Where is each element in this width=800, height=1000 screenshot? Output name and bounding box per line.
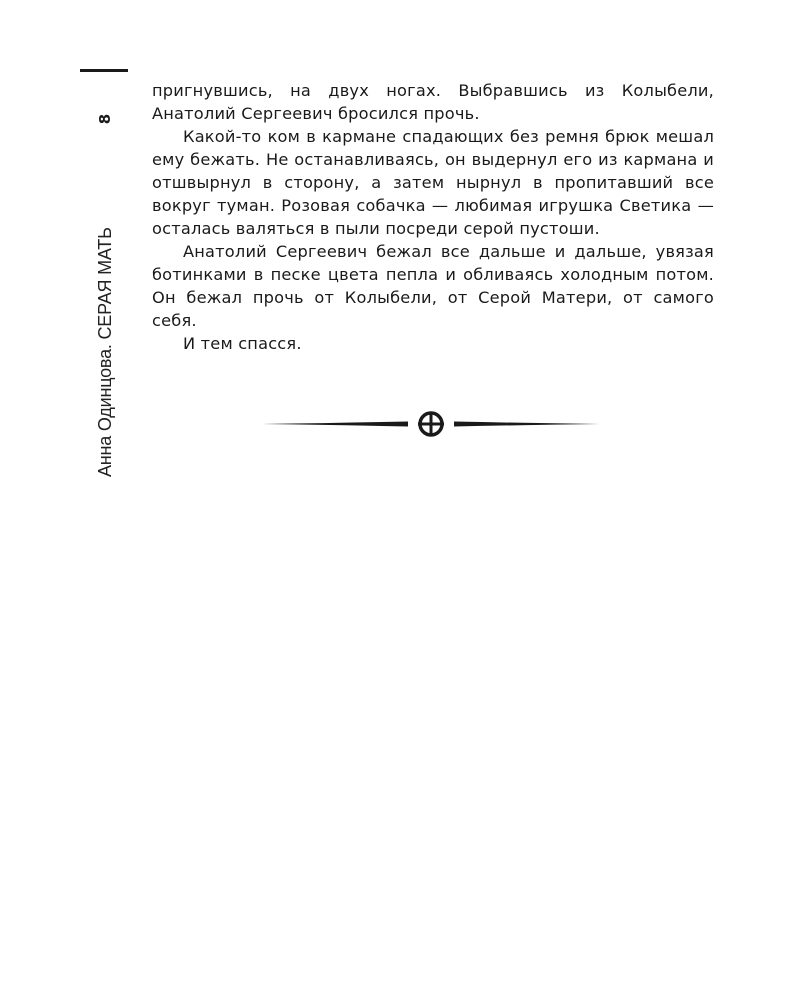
paragraph-3: Анатолий Сергеевич бежал все дальше и дальше, увязая ботинками в песке цвета пепла и обливаясь холодным потом. Он бежал прочь от Колыбели, от Серой Матери, от самого себя. [152, 242, 714, 330]
paragraph-4: И тем спасся. [183, 334, 302, 353]
running-head: Анна Одинцова. СЕРАЯ МАТЬ [95, 227, 115, 477]
paragraph-2: Какой-то ком в кармане спадающих без ремня брюк мешал ему бежать. Не останавливаясь, он выдернул его из кармана и отшвырнул в сторону, а затем нырнул в пропитавший все вокруг туман. Розовая собачка — любимая игрушка Светика — осталась валяться в пыли посреди серой пустоши. [152, 127, 714, 238]
header-rule [80, 69, 128, 72]
circle-cross-ornament-icon [262, 410, 600, 438]
paragraph-1: пригнувшись, на двух ногах. Выбравшись из Колыбели, Анатолий Сергеевич бросился прочь. [152, 81, 714, 123]
body-text [152, 79, 714, 355]
page-number: 8 [96, 113, 114, 125]
section-divider [262, 410, 600, 438]
